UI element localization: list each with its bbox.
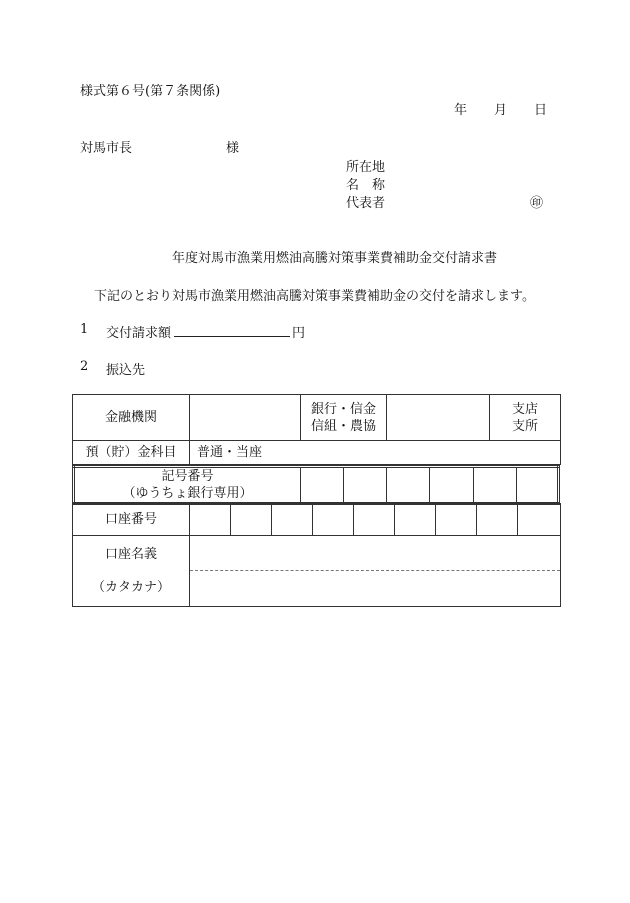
account-digit-box[interactable] [395,504,436,536]
deposit-type-options: 普通・当座 [197,445,263,460]
symbol-digit-box[interactable] [387,467,430,504]
intro-text: 下記のとおり対馬市漁業用燃油高騰対策事業費補助金の交付を請求します。 [94,289,535,304]
addressee-name: 対馬市長 [80,141,133,156]
account-name-kanji-area[interactable] [190,536,560,570]
account-number-label-cell [73,504,190,536]
item1-unit: 円 [292,326,306,341]
account-digit-box[interactable] [354,504,395,536]
account-table [72,503,561,607]
symbol-digit-box[interactable] [430,467,473,504]
symbol-number-label-cell [74,467,301,504]
account-digit-box[interactable] [518,504,561,536]
representative-label: 代表者 [346,196,386,211]
seal-mark: ㊞ [530,196,544,211]
item2-number: 2 [80,359,89,374]
applicant-name-label: 名 称 [346,178,386,193]
symbol-digit-box[interactable] [344,467,387,504]
address-label: 所在地 [346,160,386,175]
bank-types-line1: 銀行・信金 [310,401,376,417]
date-year-label: 年 [454,103,468,118]
institution-label: 金融機関 [104,410,157,425]
account-name-kana-label: （カタカナ） [91,580,170,595]
branch-line2: 支所 [511,418,538,434]
symbol-number-note: （ゆうちょ銀行専用） [122,486,253,501]
form-number: 様式第６号(第７条関係) [80,84,221,99]
account-name-cell[interactable] [190,536,561,607]
branch-name-cell[interactable] [387,395,490,441]
deposit-type-label: 預（貯）金科目 [85,445,177,460]
account-number-label: 口座番号 [104,512,157,527]
account-digit-box[interactable] [190,504,231,536]
document-title: 年度対馬市漁業用燃油高騰対策事業費補助金交付請求書 [172,251,498,266]
deposit-type-options-cell[interactable] [190,441,561,465]
symbol-number-table [72,465,560,505]
symbol-digit-box[interactable] [516,467,558,504]
account-name-kana-area[interactable] [190,570,560,605]
date-month-label: 月 [494,103,508,118]
bank-types-line2: 信組・農協 [310,418,376,434]
account-digit-box[interactable] [272,504,313,536]
item1-label: 交付請求額 [106,326,172,341]
symbol-digit-box[interactable] [473,467,516,504]
addressee-honorific: 様 [226,141,240,156]
bank-types-cell [301,395,387,441]
account-digit-box[interactable] [436,504,477,536]
symbol-digit-box[interactable] [300,467,343,504]
bank-table-top [72,394,561,465]
item1-number: 1 [80,322,89,337]
deposit-type-label-cell [73,441,190,465]
account-digit-box[interactable] [313,504,354,536]
branch-line1: 支店 [511,401,538,417]
account-digit-box[interactable] [231,504,272,536]
item2-label: 振込先 [106,363,146,378]
symbol-number-label: 記号番号 [161,469,214,484]
date-day-label: 日 [534,103,548,118]
account-name-label-cell [73,536,190,607]
account-digit-box[interactable] [477,504,518,536]
branch-type-cell [490,395,561,441]
account-name-label: 口座名義 [104,547,157,562]
institution-name-cell[interactable] [190,395,301,441]
amount-blank-line[interactable] [174,322,290,337]
institution-label-cell [73,395,190,441]
